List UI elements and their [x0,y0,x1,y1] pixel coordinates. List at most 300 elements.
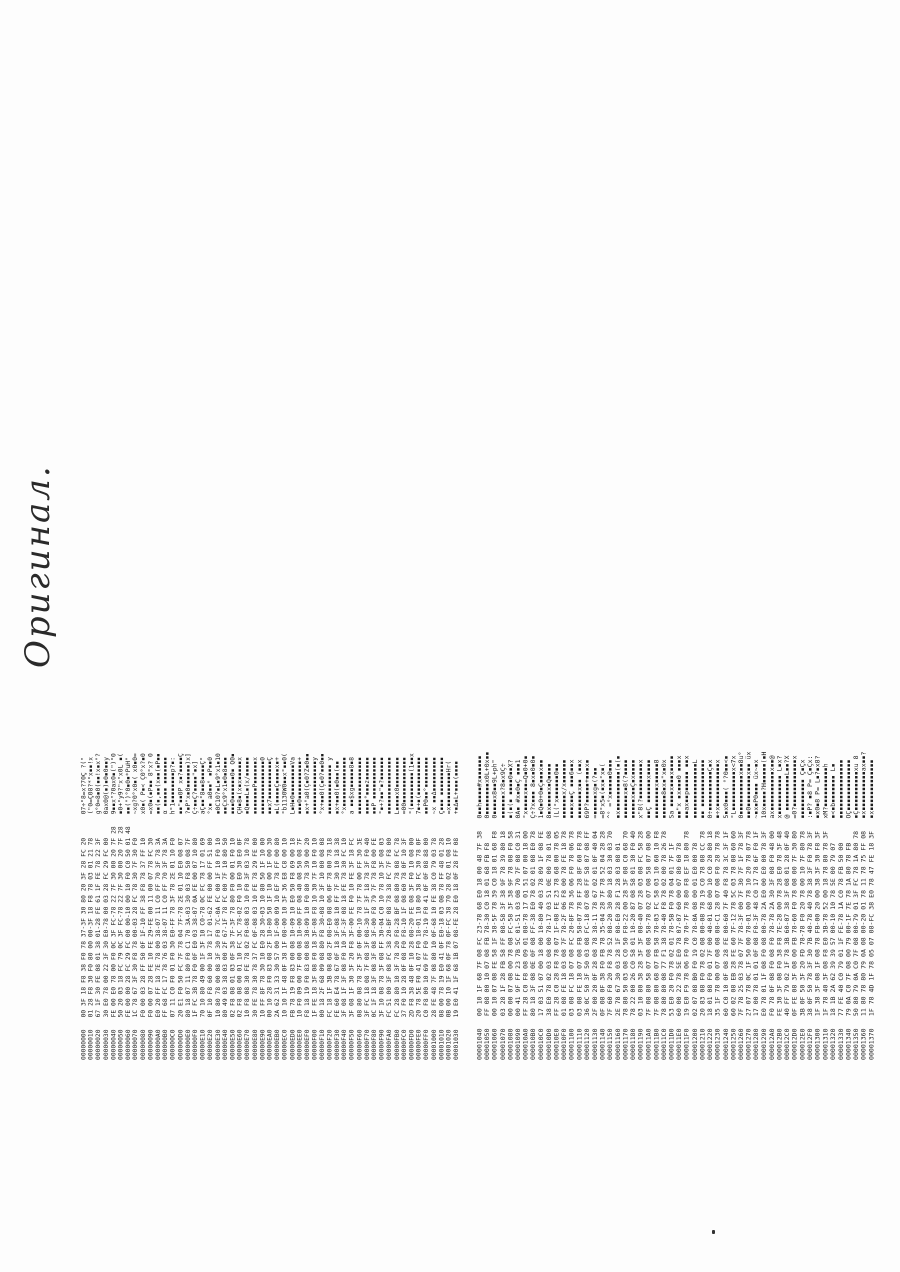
hex-line: 2E 78 67 30 03 28 1F 08-E0 28 F1 28 03 08 01 [614,842,622,1017]
address-line: 00000080 [139,1029,147,1060]
hex-line: F0 78 0F 08 F0 08 F0 78-78 2A 30 3F 08 F0 48 00 [768,830,776,1017]
address-line: 00001040 [476,1028,484,1060]
address-line: 00000E30 [214,1029,222,1060]
address-line: 000012D0 [791,1028,799,1060]
address-line: 00000010 [87,1029,95,1060]
ascii-line: h°1▪▪▪▪▪▪▪▪p?▪: [169,756,177,815]
ascii-line: °x▪▪▪▪▪▪▪▪▪▪▪▪▪ [340,756,349,815]
hex-line: 60 00 22 78 5E E0 78 07-07 60 00 07 80 60 78 [675,842,684,1017]
hex-line: 02 F8 08 00 01 10 FC 3C 78-02 F0 10 E0 30 E0 0F [236,837,244,1018]
address-line: 00000000 [80,1029,88,1060]
address-line: 00000E40 [221,1029,229,1060]
ascii-line: 0ax0@(▪)▪0▪0▪▪y [102,756,110,815]
hex-line: 1F 78 40 3F 08 F8 E0 3B-78 52 00 18 78 80 78 3F [821,830,830,1017]
address-line: 00001190 [637,1028,645,1060]
ascii-line: °(▪▪▪▪▪▪▪▪▪(1▪▪x [408,753,416,815]
hex-line: 18 1B 2A 62 39 39 57 00-10 10 78 5E 00 79 07 [829,842,838,1017]
address-line: 00000020 [94,1029,103,1060]
hex-line: 19 E0 F9 78 06 F0 70 70-7F 78 80 F8 EF 18 80 78 [683,830,692,1017]
ascii-line: OÇ▪▪▪▪▪▪▪▪▪▪▪▪▪ [844,759,853,819]
ascii-column [476,752,876,819]
ascii-line: ▪▪0▪▪▪▪▪▪▪▪x▪▪ üx [745,751,753,819]
ascii-line: ▪▪▪▪▪▪▪▪▪▪ Ç▪Çx [798,759,807,819]
hex-line: 03 08 FE 18 07 08 FB 58-07 78 FF 28 8F 60 F8 78 [575,830,584,1017]
hex-line: 78 80 80 08 77 F1 38 78-40 F8 78 02 00 78 26 78 [660,830,669,1017]
hex-line: 0F FE 08 3F 08 00 FB 78-60 F0 78 08 00 7F 30 80 [791,830,799,1017]
ascii-line: ▪▪x7▪▪▪▪▪▪▪▪▪▪Ç [266,756,274,815]
address-line: 00001140 [598,1028,607,1060]
address-line: 00000060 [124,1029,133,1060]
hex-dump-block-right [476,610,900,1060]
ascii-line: xM?▪▪▪▪▪▪▪▪▪▪h [821,763,830,819]
hex-line: 00 18 2F 68 09 08 80 F8 30-08 10 3F 10 00 08 08 [318,837,326,1018]
hex-line: 35 1F 78 00 07 08 08 08-C1 28 07 08 F0 28 78 78 [714,830,722,1017]
ascii-line: °x▪▪▪▪x▪▪=Q▪0+0▪ [522,755,530,819]
scan-speck [712,1230,715,1234]
ascii-line: =0?▪▪▪▪▪▪▪▪▪▪▪▪x [791,755,799,819]
ascii-line: ▪▪▪▪▪▪▪P▪▪▪▪▪▪x [251,756,259,815]
ascii-line: x"8(?▪▪▪▪▪▪▪▪▪x [637,759,645,819]
address-line: 00001290 [760,1028,768,1060]
address-line: 00000EF0 [303,1029,311,1060]
hex-line: 60 02 08 EB 28 FE 60 7F-12 78 5C 03 78 08 60 60 [729,830,738,1017]
hex-line: 10 F8 08 30 FE 78 02 F0-08 03 10 F0 3F 03 10 78 [244,837,252,1018]
address-line: 00001250 [729,1028,738,1060]
hex-line: 67 1F 30 FE 08 01 38 01-28 FE 61 1F FE 78 22 3F [94,837,103,1018]
hex-line: 20 E1 F0 50 FC 7F 78 04 7F-78 2E 01 10 E0 08 07 [176,837,185,1018]
ascii-line: ▪▪(▪,▪▪(x▪▪(▪P▪▪ [154,753,162,815]
hex-line: 00 00 07 08 00 78 08 FC-58 3F 38 9F 78 08 F0 58 [506,830,515,1017]
ascii-line: =x0▪(▪P▪▪ 8°x? 0 [147,753,155,815]
address-line: 00000E10 [199,1029,207,1060]
ascii-line: 0A▪ #x▪0▪Ç ▪▪▪1 [514,759,522,819]
address-line: 00001300 [814,1028,822,1060]
ascii-line: °x+▪▪0(Ç▪0?▪▪0▪▪ [318,753,326,815]
ascii-line: @ ▪▪▪▪▪▪▪▪▪L▪▪?X [783,755,792,819]
ascii-line: ▪x▪▪▪▪▪▪▪▪▪▪(▪(▪ [614,755,622,819]
address-line: 00000F20 [326,1029,334,1060]
ascii-line: L▪H▪0▪▪▪▪▪▪▪▪Va [288,756,297,815]
address-line: 00000040 [109,1029,118,1060]
hex-line: 00 10 28 F0 83 08 2F 10-80 50 1F 10 00 1F 00 30 [266,837,274,1018]
address-line: 00001160 [614,1028,622,1060]
ascii-line: Ç▪▪▪ ▪▪▪▪▪▪▪▪▪▪ [437,756,446,815]
hex-column [476,831,876,1016]
hex-line: 2A 62 31 33 30 57 00 1F-00 09 10 EF 78 FF 00 80 [273,837,282,1018]
ascii-line: ▪▪▪▪▪▪▪▪x▪▪▪▪▪8 [652,759,661,819]
hex-line: FF 28 C0 F8 08 09 01 08-78 17 01 51 07 00 18 00 [522,830,530,1017]
ascii-line: ▪▪▪0▪▪▪▪▪▪▪▪▪▪+ [296,756,304,815]
ascii-line: ▪▪▪▪▪▪▪▪▪▪▪▪▪▪▪ [837,759,845,819]
ascii-line: ▪▪▪▪▪▪▪▪▪▪▪▪▪▪▪ [355,756,364,815]
address-line: 00001210 [698,1028,707,1060]
hex-line: 60 C0 10 0F 08 28 FE 00-60 7F 40 F8 78 3C 3F 1F [721,830,730,1017]
hex-line: 78 80 50 03 08 C0 50 F8-22 00 28 3F 08 C0 68 70 [622,830,630,1017]
ascii-line: ▪▪▪▪▪▪▪▪▪▪▪▪▪▪0 [258,756,267,815]
hex-line: 0F 10 F8 60 00 10 78 17 01-62 FE 00 00 FF 51 00 [206,837,215,1018]
ascii-line: =x▪▪▪▪▪▪▪▪▪Hr( [445,760,453,815]
hex-line: FC 28 80 10 3F 78 20 F8-28 BF 08 80 78 08 FC 78 [393,837,401,1018]
address-line: 000000C0 [169,1029,177,1060]
ascii-line: ▪▪Çx9°x1▪0▪8▪▪▪ [221,756,229,815]
hex-line: FB 78 19 F8 83 00 08 10-09 10 E0 50 F8 69 00 18 [288,837,297,1018]
ascii-line: x▪▪▪▪▪▪▪▪▪▪ L▪x? [775,755,784,819]
address-line: 00000F70 [363,1029,371,1060]
ascii-line: ~▪x▪P0▪▪▪ üx~▪x [752,759,761,819]
hex-line: 30 FE 78 30 78 37 FC 0F-08 03 10 FE 78 29 FE 00 [251,837,259,1018]
hex-line: 53 E0 20 F0 78 02 01 78-5B F0 78 04 01 7F 1F [668,842,676,1017]
hex-line: FE 00 E0 78 00 F0 0C 3F FC-78 22 7F 30 00 20 7F 28 [109,826,118,1018]
hex-line: 80 49 03 38 03 00 2F 67-1F 78 FC 00 7F 10 80 50 [221,837,229,1018]
address-line: 00001330 [837,1028,845,1060]
ascii-line: ▪x▪▪▪▪▪▪▪▪▪▪ax▪▪? [860,751,868,819]
handwritten-annotation: Оригинал. [18,464,58,668]
ascii-line: °▪+?▪▪"▪?▪▪▪▪▪▪ [378,756,386,815]
ascii-line: ▪L(▪▪▪▪Ç▪▪▪▪x▪+ [273,756,282,815]
hex-line: 03 08 FC 18 07 08 FC 20-8F 78 36 06 F0 78 06 78 [568,830,576,1017]
hex-line: 2F 00 20 0F 28 08 78 38-11 78 67 02 01 0F 40 04 [591,830,599,1017]
hex-line: FF 08 00 10 07 08 FB 78-30 C0 18 01 68 FB F8 [483,842,492,1017]
address-line: 00001200 [691,1028,699,1060]
address-line: 000011D0 [668,1028,676,1060]
hex-line: 80 18 3F 08 0E 0F 08 FF-38 E0 78 02 01 08 E0 78 [529,830,538,1017]
hex-line: 02 F8 08 01 03 0F 38 7F-3F 78 80 F0 00 01 F0 10 [229,837,237,1018]
address-line: 00001030 [452,1029,461,1060]
address-line: 000010E0 [552,1028,561,1060]
address-line: 00001370 [868,1028,876,1060]
ascii-line: 5▪x0▪▪▪( °?0▪▪<▪ [721,755,730,819]
hex-line: 38 E0 78 02 03 08 00 78-17 03 51 0E 00 78 01 08 [545,830,553,1017]
address-line: 00000050 [117,1029,125,1060]
address-line: 00001350 [852,1028,861,1060]
address-line: 00001240 [721,1028,730,1060]
address-line: 00000F30 [333,1029,341,1060]
ascii-line: ▪▪Ç ▪▪▪▪▪▪x▪▪▪▪ [645,759,653,819]
hex-line: 37 F0 10 28 0F 08 F0 F8-10 1F 08 60 78 0F 10 3F [400,837,408,1018]
address-line: 00001110 [575,1028,584,1060]
ascii-line: °L▪▪▪▪▪▪▪▪▪▪x<7x [729,755,738,819]
address-line: 00000FA0 [385,1029,394,1060]
hex-line: 1F 38 3F 08 1F 08 78 FB-00 20 00 38 3F 30 F8 3F [814,830,822,1017]
ascii-line: ▪▪▪▪▪▪▪▪▪▪▪▪▪▪L [691,759,699,819]
hex-line: FC 51 00 3F 08 FC 38 20-BF 08 78 38 FC 7F F8 00 [385,837,394,1018]
ascii-line: Ç÷▪▪Ç?▪▪▪▪"▪x] [191,760,200,815]
ascii-line: 69P?▪▪▪▪▪+▪▪▪x▪ [583,759,592,819]
hex-line: E0 78 01 1F 08 F0 08 00-78 2A E0 00 E0 00 78 3F [760,830,768,1017]
ascii-line: ▪▪ ▪▪▪▪▪▪▪▪▪▪▪▪ [698,759,707,819]
address-line: 000010A0 [522,1028,530,1060]
ascii-line: ▪Ç▪▪▪▪▪▪▪▪▪▪xu 8 [852,755,861,819]
hex-line: 10 FF 8F 78 30 10 E0 28 30-03 10 80 50 1F 10 00 [258,837,267,1018]
address-line: 00001100 [568,1028,576,1060]
address-line: 00001260 [737,1028,745,1060]
hex-line: 28 FE 48 7F 08 80 10 0F-68 10 FE 38 C0 79 03 78 [430,837,438,1018]
address-line: 000010C0 [537,1028,546,1060]
hex-line: 3F 08 1F 3F 08 F0 10 3F-3F 08 18 FE 78 30 FC 10 [340,837,349,1018]
hex-line: C0 F8 00 10 69 FF F0 78-19 F0 41 0F 0F 08 88 00 [422,837,431,1018]
hex-line: 11 80 78 80 79 0A 08 00-20 01 78 11 78 75 FF 08 [860,830,868,1017]
hex-line: 10 80 78 00 08 3F 30 F0 7C-0A FC 00 1F 10 F0 10 [214,837,222,1018]
address-line: 00000E70 [244,1029,252,1060]
hex-line: 10 F0 09 00 7F 00 08 10-00 FF 08 40 08 50 08 7F [296,837,304,1018]
hex-line: 1F FC 3B 78 F0 0F E0 03 38-07 0A FE 00 07 10 80 [191,837,200,1018]
hex-line: 00 41 9F FF 23 7B 5C 01-51 03 0B 70 7F 08 C0 31 [514,830,522,1017]
ascii-line: 7▪+▪(▪▪▪▪▪▪▪▪▪▪ [415,756,423,815]
ascii-line: g°0=8▪0(▪▪!x▪x"? [94,753,103,815]
ascii-line: ▪▪ax▪▪p▪▪▪▪▪ ▪▪x [683,755,692,819]
hex-column [80,826,460,1017]
ascii-line: :▪P? ▪8 P= Ç▪Çx: [806,755,815,819]
address-line: 00001000 [430,1029,438,1060]
ascii-line: ~xg?0°x0▪( x0▪0= [132,753,140,815]
address-line: 00000ED0 [288,1029,297,1060]
hex-line: 78 22 00 26 C0 58 01 10-20 87 08 58 01 30 F0 40 [629,830,638,1017]
address-line: 00001020 [445,1029,453,1060]
ascii-line: ▪▪▪▪▪▪▪▪▪▪▪▪▪▪▪ [385,756,394,815]
ascii-line: ▪÷x▪▪▪▪▪▪▪▪▪▪▪x [714,759,722,819]
hex-line: 0F 08 0F 38 F0 FB 78 35-04 28 7F 78 52 04 28 28 [598,830,607,1017]
address-line: 00001220 [706,1028,715,1060]
address-column [80,1029,460,1060]
address-line: 00000EA0 [266,1029,274,1060]
ascii-line: ?▪P"x▪0▪▪▪▪▪▪)x] [184,753,192,815]
address-line: 00001130 [591,1028,599,1060]
ascii-line: ▪x▪▪▪▪▪▪▪▪▪▪▪▪▪ [868,759,876,819]
hex-line: 03 28 1F 28 FB 58 FF 08-58 3F 38 9F 78 39 80 18 [499,830,507,1017]
hex-line: 2D F8 38 48 0F 10 28 08-20 FE 08 3F F0 10 08 00 [408,837,416,1018]
hex-line: FF 28 C0 28 F8 78 07 1F-08 FE 23 78 68 00 78 05 [552,830,561,1017]
hex-line: 1F FE 18 3F 08 F0 18 3F-08 F8 10 30 7F 10 F0 10 [311,837,319,1018]
hex-line: 00 10 07 08 FE 58 1F 38-5F 78 39 C0 18 01 68 F8 [491,830,499,1017]
ascii-line: ax▪▪▪▪▪▪▪▪▪▪x▪▪@ [768,755,776,819]
ascii-line: ("0=Ç08?*°x▪▪!x [87,756,95,815]
hex-line: 20 78 5E F0 41 07 F0 18-01 10 80 38 FC 30 78 0F [415,837,423,1018]
hex-line: 3F FC 18 08 7F 08 3F 08-30 1F 3F 18 78 3F F0 40 [363,837,371,1018]
address-line: 000000D0 [176,1029,185,1060]
ascii-line: ▪▪"▪▪0P x▪?▪▪▪▪Ç [176,753,185,815]
address-line: 000000E0 [184,1029,192,1060]
address-line: 000011E0 [675,1028,684,1060]
address-line: 000000F0 [191,1029,200,1060]
ascii-line: +▪Δ▪L+▪▪▪(▪▪▪▪ [452,760,461,815]
address-line: 000010B0 [529,1028,538,1060]
hex-line: 77 FE 40 C0 79 01 1F FE-78 1A C0 78 FB 50 00 [837,842,845,1017]
ascii-line: ▪0+°y9?"x"x0L ▪( [117,753,125,815]
ascii-line: ▪▪▪▪▪x▪▪Ç▪x▪▪▪▪ [629,759,638,819]
hex-line: 08 00 78 19 E0 41 0F E0-18 03 0B 78 FF 48 01 28 [437,837,446,1018]
ascii-line: 9▪▪x"?0ax0▪(")°0 [109,753,118,815]
hex-line: 70 10 80 49 00 1F 3F 10 C0-78 0C FC 78 17 01 69 [199,837,207,1018]
hex-line: FE 30 3F 08 F0 38 F8 7E-28 00 78 28 E0 78 3F 48 [775,830,784,1017]
hex-line: 79 0A C0 7F 08 00 79 00-1F 7E 78 1A 80 78 FB [844,842,853,1017]
hex-line: FE 00 00 28 FC 29 FC 00 00-10 00 10 F0 C0 50 01 48 [124,826,133,1018]
ascii-line: L▪▪▪▪x0▪▪▪▪▪▪▪▪ [393,756,401,815]
hex-line: 03 10 80 38 28 3F 3F 08-40 07 28 03 08 FC 58 28 [637,830,645,1017]
ascii-line: =8°x5▪(▪x▪°x▪( [598,763,607,819]
address-line: 00001230 [714,1028,722,1060]
ascii-line: 10x▪▪▪▪?H▪▪▪▪▪(▪H [760,751,768,819]
address-line: 00000E50 [229,1029,237,1060]
address-line: 00001310 [821,1028,830,1060]
address-line: 00001090 [514,1028,522,1060]
hex-line: 08 80 08 78 2F 3F 0F 00-10 78 7F 78 00 FF 30 3E [355,837,364,1018]
ascii-line: 0▪▪▪▪▪▪▪▪x0L+0x▪▪ [483,751,492,819]
hex-line: 3F 10 08 78 3F 08 FF 30-04 C0 10 78 10 3F 08 03 [378,837,386,1018]
hex-line: 36 0C 50 3F 50 03 08 FC-18 07 08 FF 58 07 08 FF [583,830,592,1017]
ascii-line: (L(°x▪▪▪▪▪▪0▪▪ [552,763,561,819]
ascii-line: ^° =°x▪▪▪▪▪0▪▪▪ [606,759,615,819]
address-line: 000011A0 [645,1028,653,1060]
ascii-line: ▪▪▪x▪▪Ç ▪▪▪6▪▪x [568,759,576,819]
address-column [476,1028,876,1060]
address-line: 00000F50 [348,1029,356,1060]
hex-line: 7F 08 80 68 07 FB 58 78-03 FC 58 03 10 60 10 F8 [652,830,661,1017]
ascii-line: α ▪▪▪▪▪ ▪▪▪▪▪▪▪ [162,756,170,815]
address-line: 00000EB0 [273,1029,282,1060]
hex-line: 38 0F 50 78 3F 30 7B 40-78 40 78 38 3F F0 78 3F [806,830,815,1017]
ascii-line: °b1130W0▪▪x°▪▪0( [281,753,289,815]
hex-line: FF 68 FC 17 78 76 03 38-07 11 C0 FF 70 3F 78 3A [162,837,170,1018]
ascii-line: ▪x+▪▪0(▪0▪▪(▪▪ [333,760,341,815]
address-line: 00000EC0 [281,1029,289,1060]
hex-line: 18 01 08 F0 01 7F 00 40-01 68 00 10 C0 20 80 18 [706,830,715,1017]
address-line: 00000F00 [311,1029,319,1060]
address-line: 000011F0 [683,1028,692,1060]
address-line: 00000E20 [206,1029,215,1060]
ascii-line: =▪▪▪▪▪xg▪(?▪▪ [591,767,599,819]
hex-line: 40 FF 79 02 1F 78 3B 60-07 38 3F 08 01 28 0F 40 [783,830,792,1017]
address-line: 00000F80 [370,1029,379,1060]
ascii-line: 1▪Q▪0+0▪Ç▪▪▪x▪▪ [537,759,546,819]
hex-line: 50 20 03 18 FC 79 0C 3F FC-78 22 7F 30 00 20 7F 28 [117,826,125,1018]
ascii-line: aÇ▪▪°8▪▪8▪▪▪▪Ç° [199,756,207,815]
address-line: 00001180 [629,1028,638,1060]
hex-line: 80 18 07 11 80 F0 C1 70 3A-03 30 03 F8 50 08 7F [184,837,192,1018]
ascii-line: 07÷°8=x?70Ç ?(" [80,756,88,815]
address-line: 000012B0 [775,1028,784,1060]
hex-line: 0B 00 10 1F 68 0F 78 0F-FC 38 70 28 02 01 08 10 [445,837,453,1018]
address-line: 00000F10 [318,1029,326,1060]
hex-line: 19 E0 41 1F 68 1B 07 08-FE 28 E0 18 0F 28 FF 08 [452,837,461,1018]
ascii-line: ▪0C10?▪L▪9°x1▪10 [214,753,222,815]
ascii-line: ▪▪(")°0▪0▪*PuH" [124,756,133,815]
hex-line: 07 11 C0 F0 01 F0 30 E0-FF 78 3F 78 2E 01 10 F0 [169,837,177,1018]
address-line: 00001340 [844,1028,853,1060]
hex-line: FE 60 E4 78 67 0F 18 3F-08 10 FF 7F 30 10 18 38 [333,837,341,1018]
address-line: 00000EE0 [296,1029,304,1060]
address-line: 00001010 [437,1029,446,1060]
address-line: 000000B0 [162,1029,170,1060]
ascii-line: ▪▪▪▪▪▪x?8▪x9Ç÷ [499,763,507,819]
ascii-column [80,753,460,814]
address-line: 00001120 [583,1028,592,1060]
address-line: 00001360 [860,1028,868,1060]
hex-line: 10 10 1F 48 0F 38 1F 08-00 10 3F 36 E8 C8 00 10 [281,837,289,1018]
hex-line: 02 07 08 B0 F0 19 C0 78-0A 08 00 01 E0 00 78 [691,842,699,1017]
ascii-line: ▪▪▪▪▪▪x/x▪▪▪▪▪▪ [560,759,569,819]
address-line: 00001050 [483,1028,492,1060]
ascii-line: a ▪▪$xg▪▪▪▪▪8▪8 [348,756,356,815]
ascii-line: ▪▪▪▪▪▪x▪8(?▪▪▪▪ [622,759,630,819]
hex-line: F0 00 03 28 FF 50 0F 1F-10 FF 38 F8 78 37 FF 10 [139,837,147,1018]
hex-line: 17 00 78 01 01 0F 08 F0-3F 48 C0 17 78 6F F0 1F [752,830,761,1017]
hex-line: 00 10 1F 68 7F 08 FC 23-78 68 E0 18 00 48 7F 38 [476,830,484,1017]
hex-line: 17 03 51 07 00 18 00 10-80 40 03 78 09 1F 08 FE [537,830,546,1017]
ascii-line: ▪▪▪▪▪▪▪▪▪▪▪▪▪▪y [311,756,319,815]
address-line: 00001270 [745,1028,753,1060]
ascii-line: °x▪ a0▪▪° ▪P▪▪0 [206,756,215,815]
hex-line: F8 18 19 F0 83 00 08 30-09 10 F0 80 78 39 00 20 [303,837,311,1018]
ascii-line: ▪▪"x ▪x▪▪▪0 ▪▪▪x [675,755,684,819]
hex-line: 50 80 79 0A C0 7F 08 00-79 01 3F FC 78 1A 80 78 [852,830,861,1017]
address-line: 00000FE0 [415,1029,423,1060]
hex-line: 00 3F 18 F8 38 F0 78 37-3F 30 80 20 3F 28 FC 20 [80,837,88,1018]
address-line: 000011C0 [660,1028,669,1060]
address-line: 00000F40 [340,1029,349,1060]
address-line: 000000A0 [154,1029,162,1060]
ascii-line: ▪▪▪▪▪▪8▪x▪"x▪0x [660,759,669,819]
ascii-line: ▪▪▪▪▪▪▪▪▪▪▪▪▪ y [326,756,334,815]
address-line: 00001150 [606,1028,615,1060]
address-line: 000010D0 [545,1028,553,1060]
hex-line: 3F 08 1F 30 3F 20 F8 3F-00 FE F0 10 FE 3F 18 FC [348,837,356,1018]
hex-line: 3B 0F 50 3F 20 FD 78-78 F0 20 78 00 10 7F 80 78 [798,830,807,1017]
hex-line: 01 28 F8 30 F0 80 00 00-3F 18 F8 78 03 01 21 78 [87,837,95,1018]
hex-line: 27 07 78 0C 1F 50 00 78-01 00 78 10 20 78 07 78 [745,830,753,1017]
address-line: 000012A0 [768,1028,776,1060]
ascii-line: ▪<▪b▪▪▪▪▪▪▪ L▪ [829,763,838,819]
ascii-line: ÇH▪8▪(x▪x▪▪▪▪▪x [236,756,244,815]
hex-line: 1C 78 67 3F 30 F8 78 00-03 28 FC 78 30 7F 30 F0 [132,837,140,1018]
address-line: 00000E80 [251,1029,259,1060]
address-line: 00000FC0 [400,1029,408,1060]
address-line: 00001170 [622,1028,630,1060]
address-line: 000011B0 [652,1028,661,1060]
address-line: 00000FB0 [393,1029,401,1060]
hex-line: E0 20 FF 18 7E 78 00 38-07 11 C0 FF 70 3F 78 3A [154,837,162,1018]
hex-line: 7F 78 25 03 78 07 7F 78-3F 00 7F 30 7F 1F 78 3F [737,830,745,1017]
address-line: 00000FF0 [422,1029,431,1060]
ascii-line: =00▪▪▪▪▪▪▪▪▪▪▪▪ [400,756,408,815]
ascii-line: ▪x0▪8 P= L▪?▪x8? [814,755,822,819]
hex-line: 7F 60 F0 20 F8 78 52 08-20 30 80 18 03 30 03 70 [606,830,615,1017]
ascii-line: ▪▪▪▪▪▪▪x▪▪ (▪▪x [575,759,584,819]
ascii-line: 0▪▪▪▪▪▪▪▪▪▪x▪▪8u° [737,751,745,819]
address-line: 00001060 [491,1028,499,1060]
ascii-line: Sa ▪▪▪▪x▪▪▪x▪▪▪▪ [668,755,676,819]
ascii-line: Ç÷?x▪▪▪ 8▪x▪0▪0▪ [529,755,538,819]
address-line: 000012C0 [783,1028,792,1060]
address-line: 00000E90 [258,1029,267,1060]
ascii-line: 0÷▪▪▪▪▪▪▪▪▪▪Ç▪x [706,759,715,819]
address-line: 000012E0 [798,1028,807,1060]
hex-line: 0C 1F 18 3F 08 3F 08 3F-00 F8 79 7F 78 F8 00 FE [370,837,379,1018]
ascii-line: ▪▪P ▪▪▪▪▪▪▪▪▪▪▪ [370,756,379,815]
hex-line: FC 18 1F 3B 08 68 2F 08-E0 08 06 0F 78 00 78 18 [326,837,334,1018]
address-line: 000012F0 [806,1028,815,1060]
hex-line: 01 08 FE 18 03 08 7F 78-2F 06 F8 00 78 FE 18 78 [560,830,569,1017]
address-line: 00000030 [102,1029,110,1060]
ascii-line: ▪Q▪▪▪L▪(x/▪▪▪▪▪ [244,756,252,815]
address-line: 00000F90 [378,1029,386,1060]
address-line: 00000FD0 [408,1029,416,1060]
hex-line: 30 E0 78 00 22 3F 30 E0-78 00 03 28 FC 29 FC 00 [102,837,110,1018]
address-line: 00001320 [829,1028,838,1060]
address-line: 00001080 [506,1028,515,1060]
address-line: 00001280 [752,1028,761,1060]
ascii-line: 0▪▪▪▪x8▪▪9L+ph" [491,759,499,819]
address-line: 00001070 [499,1028,507,1060]
